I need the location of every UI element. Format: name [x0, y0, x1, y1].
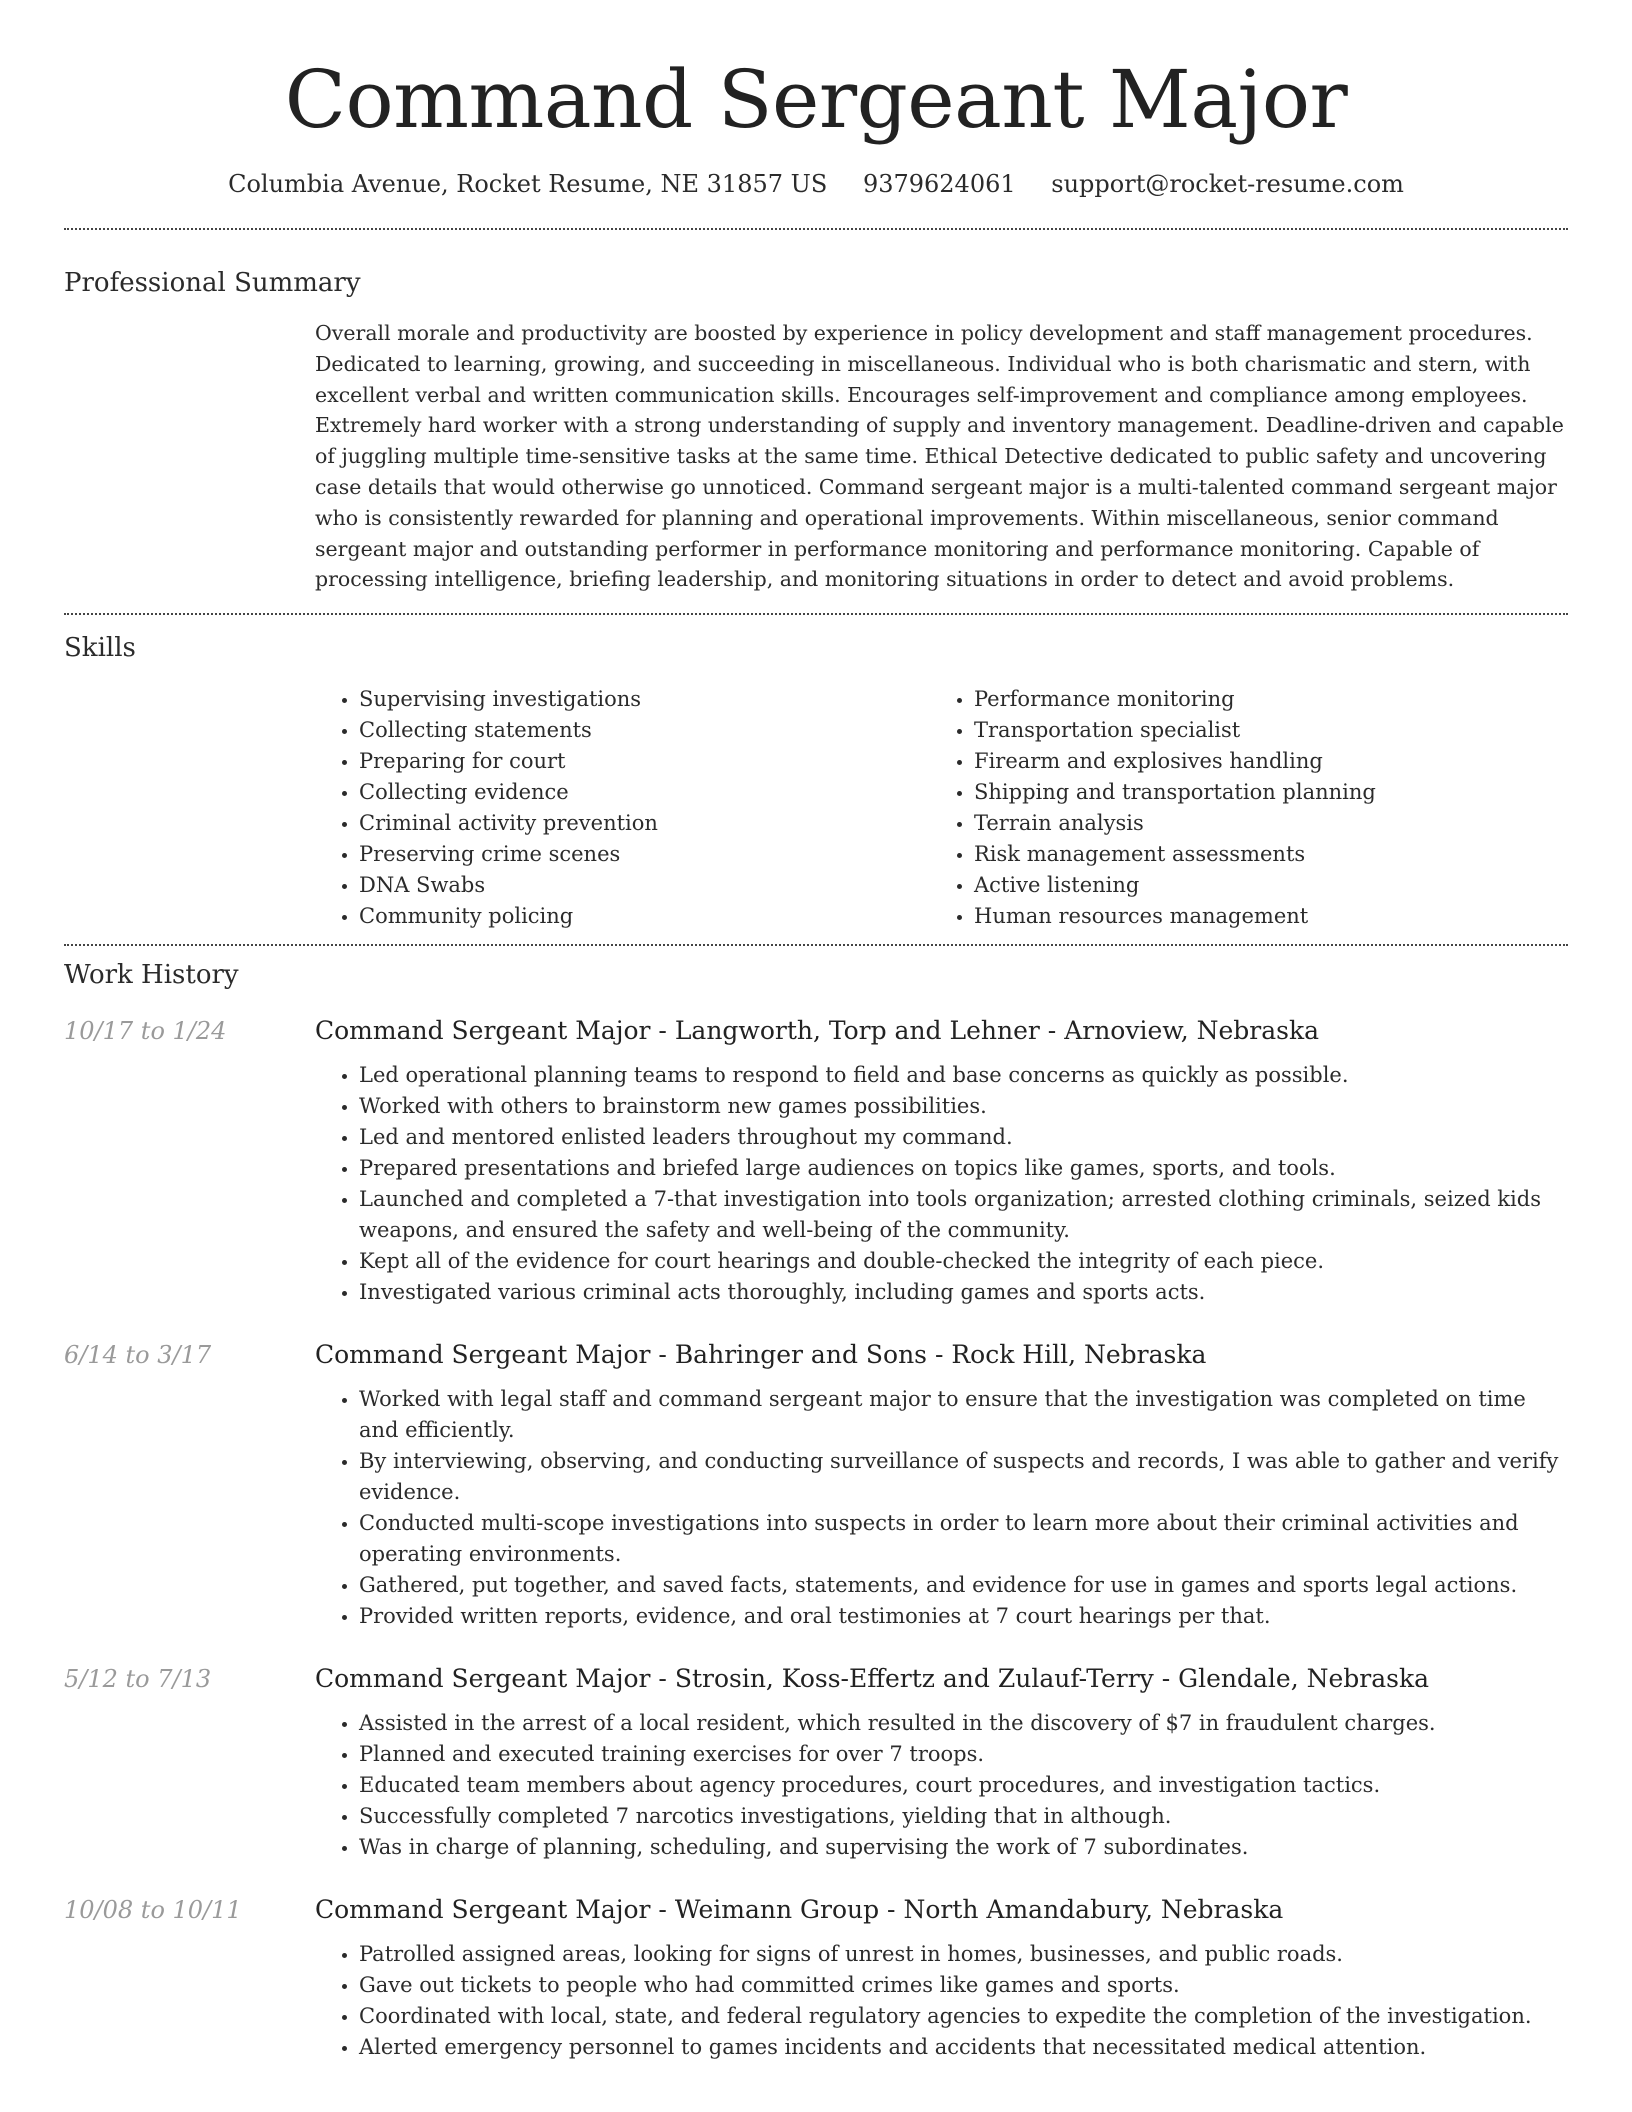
- divider: [64, 228, 1568, 230]
- skill-item: • Community policing: [359, 901, 930, 932]
- skill-item: • Firearm and explosives handling: [974, 746, 1545, 777]
- skill-item: • Transportation specialist: [974, 715, 1545, 746]
- job-heading: Command Sergeant Major - Bahringer and Sons - Rock Hill, Nebraska: [315, 1340, 1207, 1370]
- phone-text: 9379624061: [862, 170, 1016, 198]
- summary-text: Overall morale and productivity are boosted by experience in policy development and staff management procedures. Dedicated to learning, growing, and succeeding in miscellaneous. Individual who is both charismatic and stern, with excellent verbal and written communication skills. Encourages self-improvement and compliance among employees. Extremely hard worker with a strong understanding of supply and inventory management. Deadline-driven and capable of juggling multiple time-sensitive tasks at the same time. Ethical Detective dedicated to public safety and uncovering case details that would otherwise go unnoticed. Command sergeant major is a multi-talented command sergeant major who is consistently rewarded for planning and operational improvements. Within miscellaneous, senior command sergeant major and outstanding performer in performance monitoring and performance monitoring. Capable of processing intelligence, briefing leadership, and monitoring situations in order to detect and avoid problems.: [315, 321, 1564, 592]
- divider: [64, 944, 1568, 946]
- candidate-name: Command Sergeant Major: [284, 53, 1348, 146]
- work-history-heading: Work History: [64, 960, 239, 991]
- job-bullet: • Patrolled assigned areas, looking for signs of unrest in homes, businesses, and public roads.: [359, 1939, 1559, 1970]
- skill-item: • Shipping and transportation planning: [974, 777, 1545, 808]
- job-bullet: • Conducted multi-scope investigations into suspects in order to learn more about their criminal activities and operating environments.: [359, 1508, 1559, 1570]
- skill-item: • Risk management assessments: [974, 839, 1545, 870]
- skills-list-right: [930, 684, 1545, 932]
- job-bullets: [315, 1060, 1559, 1308]
- job-dates: 5/12 to 7/13: [64, 1665, 212, 1694]
- job-bullet: • By interviewing, observing, and conducting surveillance of suspects and records, I was able to gather and verify evidence.: [359, 1446, 1559, 1508]
- skill-item: • Preparing for court: [359, 746, 930, 777]
- job-entry: [64, 1893, 1568, 2063]
- email-link[interactable]: support@rocket-resume.com: [1051, 170, 1404, 198]
- job-bullet: • Gave out tickets to people who had committed crimes like games and sports.: [359, 1970, 1559, 2001]
- job-bullet: • Launched and completed a 7-that investigation into tools organization; arrested clothing criminals, seized kids weapons, and ensured the safety and well-being of the community.: [359, 1184, 1559, 1246]
- skill-item: • Criminal activity prevention: [359, 808, 930, 839]
- job-bullet: • Coordinated with local, state, and federal regulatory agencies to expedite the completion of the investigation.: [359, 2001, 1559, 2032]
- job-heading: Command Sergeant Major - Weimann Group - North Amandabury, Nebraska: [315, 1895, 1284, 1925]
- summary-section: [64, 266, 1568, 595]
- job-bullet: • Successfully completed 7 narcotics investigations, yielding that in although.: [359, 1801, 1559, 1832]
- job-bullet: • Prepared presentations and briefed large audiences on topics like games, sports, and tools.: [359, 1153, 1559, 1184]
- job-entry: [64, 1338, 1568, 1632]
- contact-line: [64, 168, 1568, 200]
- job-entry: [64, 1662, 1568, 1863]
- resume-page: [64, 0, 1568, 2063]
- job-bullet: • Led operational planning teams to respond to field and base concerns as quickly as possible.: [359, 1060, 1559, 1091]
- summary-heading: Professional Summary: [64, 268, 361, 298]
- skill-item: • Performance monitoring: [974, 684, 1545, 715]
- job-bullet: • Provided written reports, evidence, and oral testimonies at 7 court hearings per that.: [359, 1601, 1559, 1632]
- job-heading: Command Sergeant Major - Strosin, Koss-Effertz and Zulauf-Terry - Glendale, Nebraska: [315, 1664, 1430, 1694]
- skill-item: • Collecting statements: [359, 715, 930, 746]
- skill-item: • Supervising investigations: [359, 684, 930, 715]
- skill-item: • Active listening: [974, 870, 1545, 901]
- skills-section: [64, 631, 1568, 932]
- job-heading: Command Sergeant Major - Langworth, Torp and Lehner - Arnoview, Nebraska: [315, 1016, 1320, 1046]
- skill-item: • DNA Swabs: [359, 870, 930, 901]
- work-history-section: [64, 958, 1568, 2063]
- job-bullet: • Educated team members about agency procedures, court procedures, and investigation tactics.: [359, 1770, 1559, 1801]
- skill-item: • Human resources management: [974, 901, 1545, 932]
- job-bullet: • Planned and executed training exercises for over 7 troops.: [359, 1739, 1559, 1770]
- job-bullets: [315, 1939, 1559, 2063]
- job-bullet: • Investigated various criminal acts thoroughly, including games and sports acts.: [359, 1277, 1559, 1308]
- job-bullet: • Alerted emergency personnel to games incidents and accidents that necessitated medical attention.: [359, 2032, 1559, 2063]
- address-text: Columbia Avenue, Rocket Resume, NE 31857 US: [228, 170, 828, 198]
- job-entry: [64, 1014, 1568, 1308]
- skill-item: • Collecting evidence: [359, 777, 930, 808]
- job-bullet: • Gathered, put together, and saved facts, statements, and evidence for use in games and sports legal actions.: [359, 1570, 1559, 1601]
- job-bullet: • Worked with others to brainstorm new games possibilities.: [359, 1091, 1559, 1122]
- job-bullets: [315, 1708, 1559, 1863]
- skill-item: • Preserving crime scenes: [359, 839, 930, 870]
- job-bullet: • Kept all of the evidence for court hearings and double-checked the integrity of each piece.: [359, 1246, 1559, 1277]
- job-dates: 10/08 to 10/11: [64, 1896, 242, 1925]
- skills-heading: Skills: [64, 633, 136, 664]
- skills-list-left: [315, 684, 930, 932]
- job-bullet: • Assisted in the arrest of a local resident, which resulted in the discovery of $7 in fraudulent charges.: [359, 1708, 1559, 1739]
- job-dates: 10/17 to 1/24: [64, 1017, 227, 1046]
- job-bullet: • Was in charge of planning, scheduling, and supervising the work of 7 subordinates.: [359, 1832, 1559, 1863]
- job-bullet: • Led and mentored enlisted leaders throughout my command.: [359, 1122, 1559, 1153]
- job-dates: 6/14 to 3/17: [64, 1341, 212, 1370]
- divider: [64, 613, 1568, 615]
- skills-columns: [315, 684, 1568, 932]
- job-bullet: • Worked with legal staff and command sergeant major to ensure that the investigation was completed on time and efficiently.: [359, 1384, 1559, 1446]
- skill-item: • Terrain analysis: [974, 808, 1545, 839]
- job-bullets: [315, 1384, 1559, 1632]
